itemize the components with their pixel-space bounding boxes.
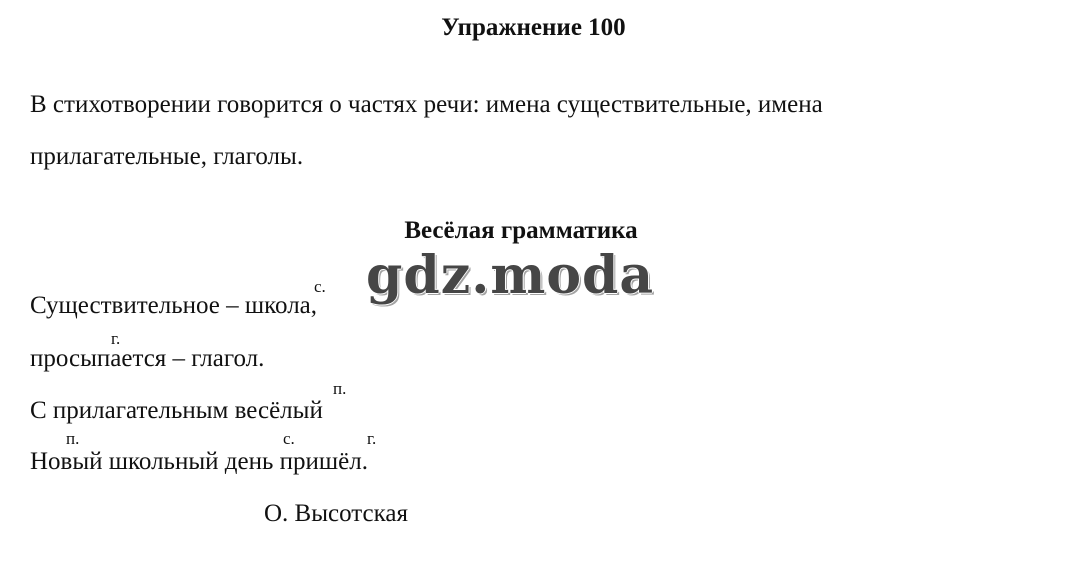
intro-text-line-2: прилагательные, глаголы.: [30, 143, 304, 170]
poem-line-3: С прилагательным весёлый: [30, 397, 323, 424]
part-of-speech-mark: п.: [66, 429, 80, 448]
exercise-title: Упражнение 100: [441, 14, 626, 41]
part-of-speech-mark: г.: [367, 429, 377, 448]
part-of-speech-mark: г.: [111, 329, 121, 348]
part-of-speech-mark: п.: [333, 379, 347, 398]
part-of-speech-mark: с.: [283, 429, 295, 448]
poem-line-1: Существительное – школа,: [30, 292, 318, 319]
poem-line-4: Новый школьный день пришёл.: [30, 448, 368, 475]
watermark-logo: gdz.moda: [366, 245, 655, 306]
intro-text-line-1: В стихотворении говорится о частях речи: имена существительные, имена: [30, 91, 823, 118]
poem-author: О. Высотская: [264, 500, 408, 527]
poem-title: Весёлая грамматика: [404, 217, 638, 244]
part-of-speech-mark: с.: [314, 277, 326, 296]
poem-line-2: просыпается – глагол.: [30, 345, 265, 372]
